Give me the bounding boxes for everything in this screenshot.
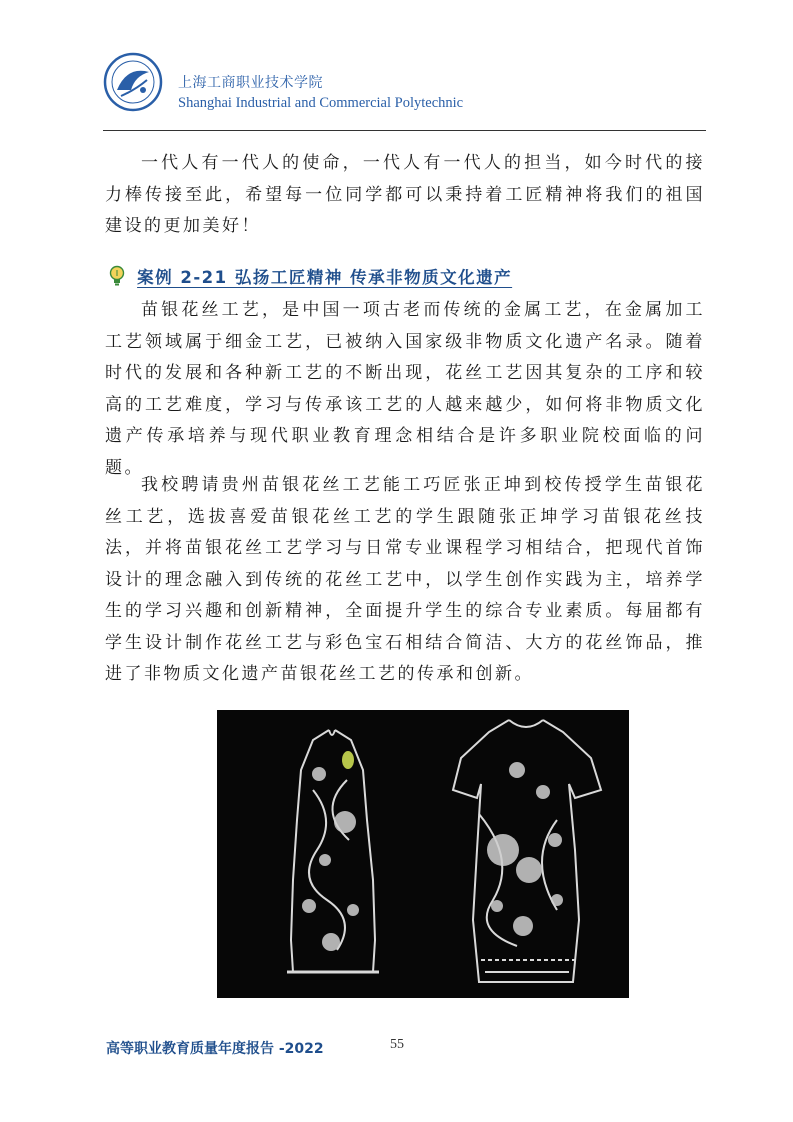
case-title: 案例 2-21 弘扬工匠精神 传承非物质文化遗产 xyxy=(137,268,513,287)
case-heading xyxy=(108,264,512,290)
filigree-qipao-photo xyxy=(217,710,629,998)
school-emblem-icon xyxy=(103,50,163,114)
school-name-en: Shanghai Industrial and Commercial Polytechnic xyxy=(178,95,464,111)
lightbulb-icon xyxy=(108,265,126,287)
school-name-cn: 上海工商职业技术学院 xyxy=(178,75,323,91)
page-number: 55 xyxy=(390,1037,404,1052)
paragraph-heritage: 苗银花丝工艺，是中国一项古老而传统的金属工艺，在金属加工工艺领域属于细金工艺，已被纳入国家级非物质文化遗产名录。随着时代的发展和各种新工艺的不断出现，花丝工艺因其复杂的工序和较高的工艺难度，学习与传承该工艺的人越来越少，如何将非物质文化遗产传承培养与现代职业教育理念相结合是许多职业院校面临的问题。 xyxy=(105,300,705,478)
report-footer-title: 高等职业教育质量年度报告 -2022 xyxy=(106,1041,324,1057)
paragraph-school-practice: 我校聘请贵州苗银花丝工艺能工巧匠张正坤到校传授学生苗银花丝工艺，选拔喜爱苗银花丝工艺的学生跟随张正坤学习苗银花丝技法，并将苗银花丝工艺学习与日常专业课程学习相结合，把现代首饰设计的理念融入到传统的花丝工艺中，以学生创作实践为主，培养学生的学习兴趣和创新精神，全面提升学生的综合专业素质。每届都有学生设计制作花丝工艺与彩色宝石相结合简洁、大方的花丝饰品，推进了非物质文化遗产苗银花丝工艺的传承和创新。 xyxy=(105,475,705,684)
header-divider xyxy=(103,130,706,131)
paragraph-intro: 一代人有一代人的使命，一代人有一代人的担当，如今时代的接力棒传接至此，希望每一位同学都可以秉持着工匠精神将我们的祖国建设的更加美好！ xyxy=(105,153,705,236)
